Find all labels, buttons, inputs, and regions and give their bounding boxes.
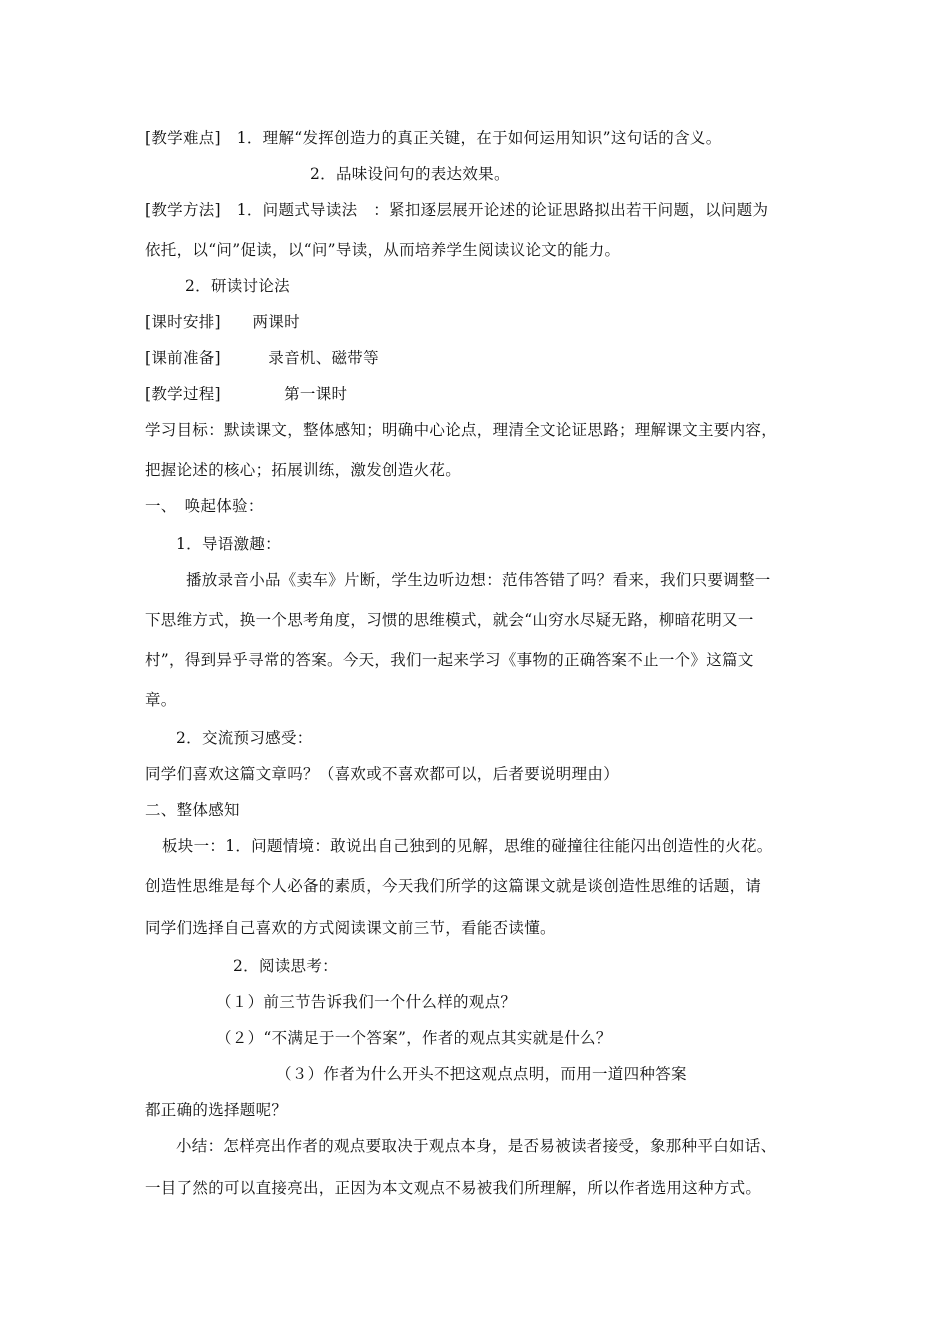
teaching-process-line: [教学过程] 第一课时 bbox=[145, 385, 348, 403]
teaching-difficulty-line-1: [教学难点] 1．理解“发挥创造力的真正关键，在于如何运用知识”这句话的含义。 bbox=[145, 129, 722, 147]
class-preparation-line: [课前准备] 录音机、磁带等 bbox=[145, 349, 379, 367]
summary-line-2: 一目了然的可以直接亮出，正因为本文观点不易被我们所理解，所以作者选用这种方式。 bbox=[145, 1179, 762, 1197]
teaching-method-line-2: 依托，以“问”促读，以“问”导读，从而培养学生阅读议论文的能力。 bbox=[145, 241, 621, 259]
intro-paragraph-line-2: 下思维方式，换一个思考角度，习惯的思维模式，就会“山穷水尽疑无路，柳暗花明又一 bbox=[145, 611, 754, 629]
teaching-method-line-3: 2．研读讨论法 bbox=[185, 277, 290, 295]
preview-question-line: 同学们喜欢这篇文章吗？（喜欢或不喜欢都可以，后者要说明理由） bbox=[145, 765, 620, 783]
section-one-heading: 一、 唤起体验： bbox=[145, 497, 264, 515]
reading-thinking-heading: 2．阅读思考： bbox=[233, 957, 338, 975]
preview-heading: 2．交流预习感受： bbox=[176, 729, 313, 747]
learning-goals-line-1: 学习目标：默读课文，整体感知；明确中心论点，理清全文论证思路；理解课文主要内容， bbox=[145, 421, 778, 439]
block-one-line-2: 创造性思维是每个人必备的素质，今天我们所学的这篇课文就是谈创造性思维的话题，请 bbox=[145, 877, 762, 895]
question-3-line-1: （３）作者为什么开头不把这观点点明，而用一道四种答案 bbox=[276, 1065, 687, 1083]
learning-goals-line-2: 把握论述的核心；拓展训练，激发创造火花。 bbox=[145, 461, 462, 479]
intro-paragraph-line-1: 播放录音小品《卖车》片断，学生边听边想：范伟答错了吗？看来，我们只要调整一 bbox=[186, 571, 771, 589]
intro-paragraph-line-4: 章。 bbox=[145, 691, 177, 709]
class-schedule-line: [课时安排] 两课时 bbox=[145, 313, 300, 331]
question-2: （２）“不满足于一个答案”，作者的观点其实就是什么？ bbox=[216, 1029, 612, 1047]
question-1: （１）前三节告诉我们一个什么样的观点？ bbox=[216, 993, 517, 1011]
block-one-line-3: 同学们选择自己喜欢的方式阅读课文前三节，看能否读懂。 bbox=[145, 919, 556, 937]
summary-line-1: 小结：怎样亮出作者的观点要取决于观点本身，是否易被读者接受，象那种平白如话、 bbox=[176, 1137, 777, 1155]
teaching-difficulty-line-2: 2．品味设问句的表达效果。 bbox=[310, 165, 510, 183]
intro-heading: 1．导语激趣： bbox=[176, 535, 281, 553]
question-3-line-2: 都正确的选择题呢？ bbox=[145, 1101, 288, 1119]
section-two-heading: 二、整体感知 bbox=[145, 801, 240, 819]
intro-paragraph-line-3: 村”，得到异乎寻常的答案。今天，我们一起来学习《事物的正确答案不止一个》这篇文 bbox=[145, 651, 754, 669]
teaching-method-line-1: [教学方法] 1．问题式导读法 ：紧扣逐层展开论述的论证思路拟出若干问题，以问题为 bbox=[145, 201, 769, 219]
block-one-line-1: 板块一：1．问题情境：敢说出自己独到的见解，思维的碰撞往往能闪出创造性的火花。 bbox=[162, 837, 773, 855]
